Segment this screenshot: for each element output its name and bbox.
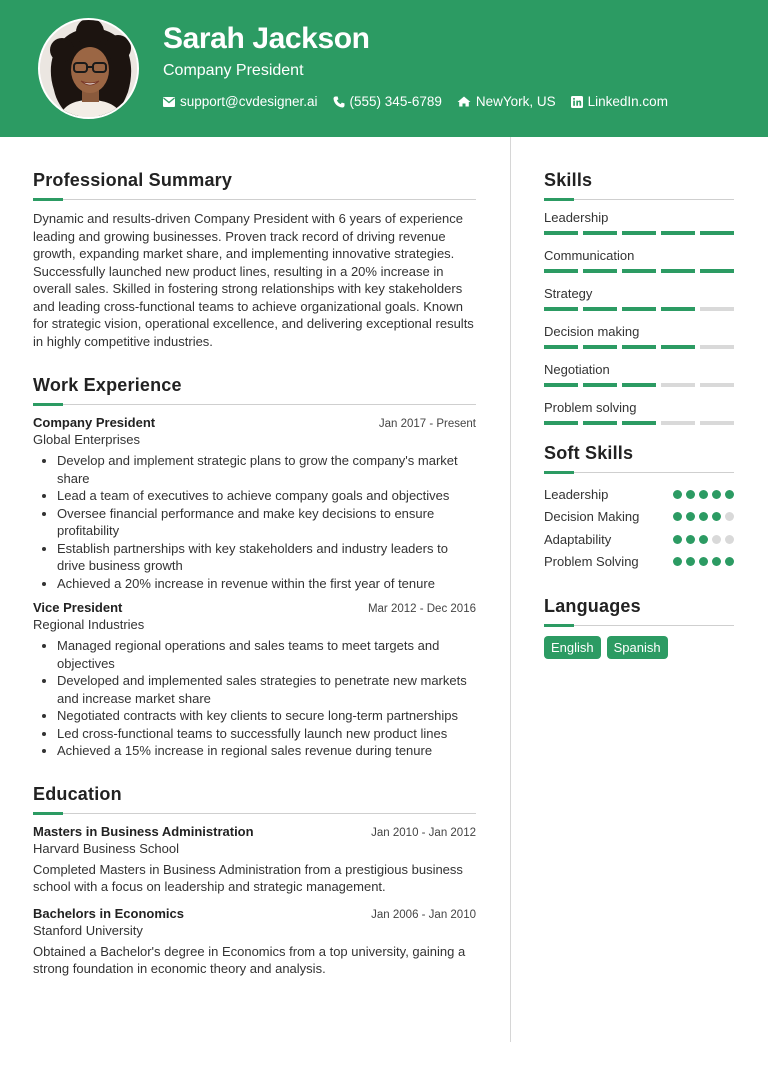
skill-name: Leadership <box>544 210 609 225</box>
rating-dot <box>725 535 734 544</box>
skill-level-segment <box>583 231 617 235</box>
skill-level-bar <box>544 231 734 235</box>
rating-dot <box>725 512 734 521</box>
bullet-item: Led cross-functional teams to successfully launch new product lines <box>57 725 476 743</box>
bullet-item: Establish partnerships with key stakeholders and industry leaders to drive business growth <box>57 540 476 575</box>
section-rule <box>544 471 734 474</box>
education-dates: Jan 2010 - Jan 2012 <box>371 826 476 839</box>
soft-skill-item <box>544 551 734 574</box>
skill-level-bar <box>544 307 734 311</box>
job-entry <box>33 600 476 760</box>
skill-level-segment <box>700 345 734 349</box>
section-rule <box>33 198 476 201</box>
bullet-item: Developed and implemented sales strategies to penetrate new markets and increase market share <box>57 672 476 707</box>
section-rule <box>544 624 734 627</box>
skill-item <box>544 210 734 235</box>
bullet-item: Oversee financial performance and make key decisions to ensure profitability <box>57 505 476 540</box>
soft-skill-rating <box>669 490 734 499</box>
soft-skill-rating <box>669 535 734 544</box>
sidebar-column <box>544 170 734 659</box>
job-title: Vice President <box>33 600 123 615</box>
avatar <box>38 18 139 119</box>
skill-level-bar <box>544 269 734 273</box>
skill-level-bar <box>544 345 734 349</box>
skill-level-segment <box>622 345 656 349</box>
rating-dot <box>699 535 708 544</box>
school-name: Stanford University <box>33 922 143 938</box>
contact-linkedin[interactable] <box>571 94 668 109</box>
skill-item <box>544 362 734 387</box>
skill-name: Problem solving <box>544 400 637 415</box>
education-section <box>33 784 476 978</box>
section-rule <box>33 403 476 406</box>
skill-name: Communication <box>544 248 635 263</box>
skill-level-segment <box>661 383 695 387</box>
rating-dot <box>712 557 721 566</box>
rating-dot <box>673 535 682 544</box>
soft-skill-rating <box>669 557 734 566</box>
skill-level-segment <box>700 421 734 425</box>
skill-name: Strategy <box>544 286 593 301</box>
bullet-item: Achieved a 20% increase in revenue within the first year of tenure <box>57 575 476 593</box>
skill-level-segment <box>700 383 734 387</box>
section-rule <box>33 812 476 815</box>
job-dates: Jan 2017 - Present <box>378 418 476 430</box>
contact-location[interactable] <box>457 94 556 109</box>
skill-level-segment <box>583 307 617 311</box>
section-heading: Work Experience <box>33 375 182 395</box>
soft-skill-item <box>544 528 734 551</box>
skill-level-segment <box>583 269 617 273</box>
contact-email-text: support@cvdesigner.ai <box>180 94 318 109</box>
skill-level-segment <box>622 231 656 235</box>
skill-level-segment <box>622 383 656 387</box>
rating-dot <box>725 557 734 566</box>
rating-dot <box>699 490 708 499</box>
rating-dot <box>725 490 734 499</box>
linkedin-icon <box>571 96 583 108</box>
soft-skill-item <box>544 506 734 529</box>
education-entry <box>33 824 476 896</box>
skill-item <box>544 324 734 349</box>
rating-dot <box>673 490 682 499</box>
skill-level-segment <box>700 307 734 311</box>
rating-dot <box>673 557 682 566</box>
section-heading: Education <box>33 783 122 804</box>
skill-name: Negotiation <box>544 362 610 377</box>
skill-level-segment <box>700 231 734 235</box>
soft-skill-item <box>544 483 734 506</box>
soft-skill-name: Problem Solving <box>544 554 639 570</box>
rating-dot <box>712 490 721 499</box>
rating-dot <box>686 490 695 499</box>
skill-level-segment <box>661 307 695 311</box>
skill-level-segment <box>544 307 578 311</box>
rating-dot <box>686 535 695 544</box>
education-description: Completed Masters in Business Administration from a prestigious business school with a focus on leadership and strategic management. <box>33 861 463 894</box>
skill-level-segment <box>622 307 656 311</box>
language-tag: English <box>544 636 601 659</box>
resume-header <box>0 0 768 137</box>
job-bullets <box>57 452 476 592</box>
summary-text: Dynamic and results-driven Company President with 6 years of experience leading and growing businesses. Proven track record of driving revenue growth, expanding market share, and implementing innovative strategies. Successfully launched new product lines, resulting in a 20% increase in overall sales. Skilled in fostering strong relationships with key stakeholders and leading cross-functional teams to achieve organizational goals. Known for strategic vision, operational excellence, and delivering exceptional results in highly competitive industries. <box>33 211 474 349</box>
skill-level-segment <box>544 383 578 387</box>
skill-level-bar <box>544 383 734 387</box>
skill-item <box>544 248 734 273</box>
skill-level-segment <box>583 383 617 387</box>
skill-item <box>544 400 734 425</box>
skills-list <box>544 210 734 425</box>
contact-email[interactable] <box>163 94 318 109</box>
job-company: Global Enterprises <box>33 432 140 447</box>
soft-skill-name: Decision Making <box>544 509 640 525</box>
skill-level-segment <box>661 231 695 235</box>
soft-skills-list <box>544 483 734 573</box>
school-name: Harvard Business School <box>33 840 179 856</box>
skill-level-segment <box>661 269 695 273</box>
skill-level-segment <box>583 345 617 349</box>
skill-level-segment <box>544 421 578 425</box>
experience-section <box>33 375 476 760</box>
main-column <box>33 170 476 978</box>
degree-title: Masters in Business Administration <box>33 823 254 839</box>
rating-dot <box>673 512 682 521</box>
home-icon <box>457 96 471 107</box>
degree-title: Bachelors in Economics <box>33 905 184 921</box>
profile-photo-icon <box>40 20 139 119</box>
languages-section <box>544 596 734 659</box>
rating-dot <box>712 512 721 521</box>
rating-dot <box>686 557 695 566</box>
contact-list <box>163 94 683 109</box>
contact-phone-text: (555) 345-6789 <box>349 94 442 109</box>
skill-level-segment <box>544 269 578 273</box>
rating-dot <box>712 535 721 544</box>
rating-dot <box>699 557 708 566</box>
skill-level-segment <box>622 421 656 425</box>
job-dates: Mar 2012 - Dec 2016 <box>367 603 476 615</box>
skill-level-segment <box>661 345 695 349</box>
skill-name: Decision making <box>544 324 640 339</box>
job-entry <box>33 415 476 592</box>
skill-level-segment <box>622 269 656 273</box>
skill-level-segment <box>661 421 695 425</box>
section-heading: Skills <box>544 170 593 190</box>
phone-icon <box>333 96 345 108</box>
skill-level-segment <box>700 269 734 273</box>
rating-dot <box>686 512 695 521</box>
section-rule <box>544 198 734 201</box>
section-heading: Soft Skills <box>544 443 634 463</box>
skill-item <box>544 286 734 311</box>
email-icon <box>163 97 175 107</box>
skill-level-segment <box>583 421 617 425</box>
contact-phone[interactable] <box>333 94 442 109</box>
section-heading: Languages <box>544 596 641 616</box>
soft-skill-name: Adaptability <box>544 531 612 547</box>
skills-section <box>544 170 734 425</box>
bullet-item: Managed regional operations and sales teams to meet targets and objectives <box>57 637 476 672</box>
language-tags <box>544 636 734 659</box>
contact-linkedin-text: LinkedIn.com <box>587 94 668 109</box>
soft-skill-rating <box>669 512 734 521</box>
candidate-title: Company President <box>163 62 304 79</box>
rating-dot <box>699 512 708 521</box>
education-dates: Jan 2006 - Jan 2010 <box>371 908 476 921</box>
education-description: Obtained a Bachelor's degree in Economics from a top university, gaining a strong foundation in economic theory and analysis. <box>33 943 466 976</box>
education-entry <box>33 906 476 978</box>
language-tag: Spanish <box>607 636 668 659</box>
section-heading: Professional Summary <box>33 170 233 190</box>
job-bullets <box>57 637 476 760</box>
contact-location-text: NewYork, US <box>475 94 556 109</box>
soft-skills-section <box>544 443 734 573</box>
bullet-item: Lead a team of executives to achieve company goals and objectives <box>57 487 476 505</box>
summary-section <box>33 170 476 350</box>
column-divider <box>510 137 511 1042</box>
bullet-item: Negotiated contracts with key clients to secure long-term partnerships <box>57 707 476 725</box>
job-title: Company President <box>33 415 156 430</box>
bullet-item: Develop and implement strategic plans to grow the company's market share <box>57 452 476 487</box>
candidate-name: Sarah Jackson <box>163 22 370 55</box>
job-company: Regional Industries <box>33 617 145 632</box>
skill-level-bar <box>544 421 734 425</box>
bullet-item: Achieved a 15% increase in regional sales revenue during tenure <box>57 742 476 760</box>
skill-level-segment <box>544 345 578 349</box>
skill-level-segment <box>544 231 578 235</box>
soft-skill-name: Leadership <box>544 486 609 502</box>
